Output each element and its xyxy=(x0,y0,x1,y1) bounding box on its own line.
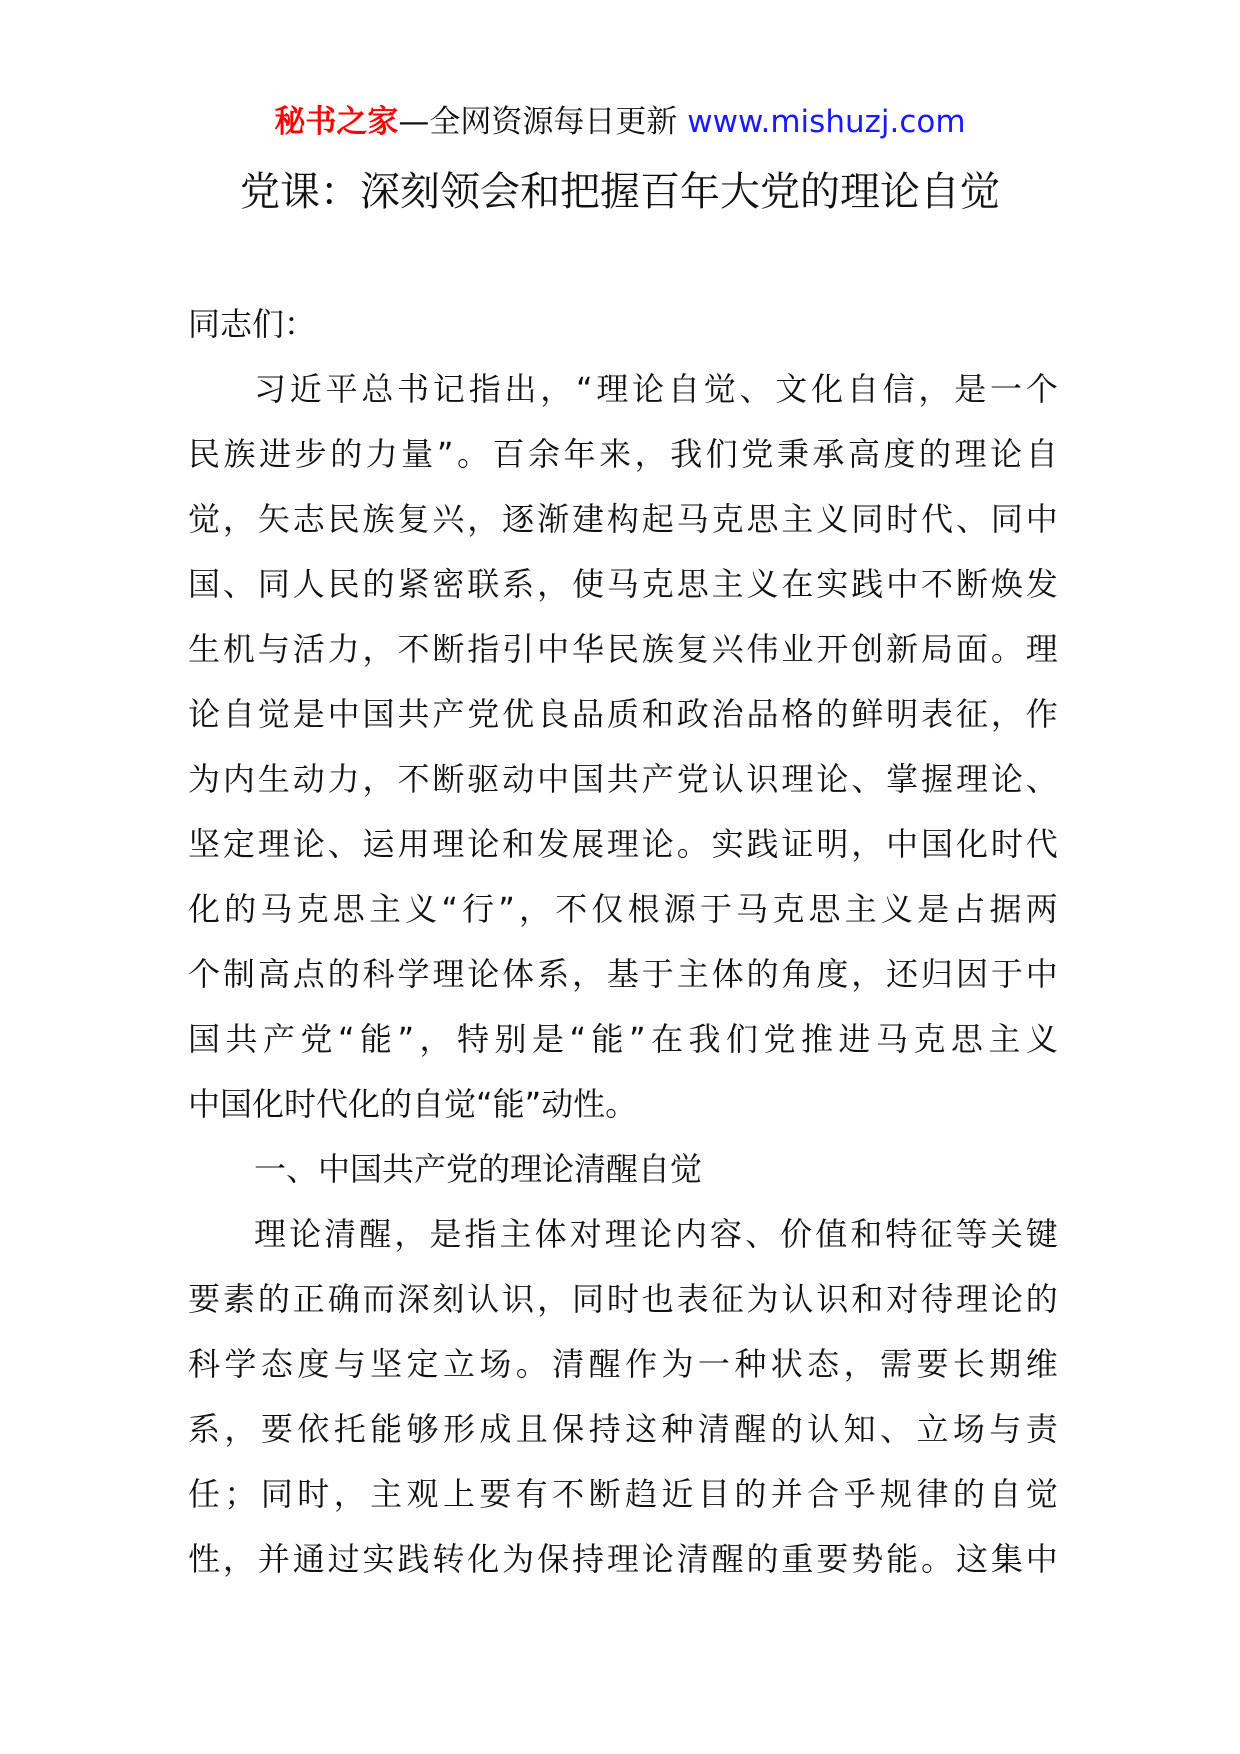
text-line xyxy=(188,1527,1058,1592)
text-line xyxy=(188,292,1058,357)
text-line xyxy=(188,1267,1058,1332)
text-line-content: 中国化时代化的自觉“能”动性。 xyxy=(188,1085,638,1123)
text-line-content: 坚 定 理 论 、 运 用 理 论 和 发 展 理 论 。 实 践 证 明 ， 中 国 化 时 代 xyxy=(188,825,1058,863)
text-line xyxy=(188,1072,1058,1137)
text-line xyxy=(188,552,1058,617)
text-line xyxy=(188,812,1058,877)
text-line-content: 要 素 的 正 确 而 深 刻 认 识 ， 同 时 也 表 征 为 认 识 和 对 待 理 论 的 xyxy=(188,1280,1058,1318)
text-line xyxy=(188,747,1058,812)
text-line-content: 一、中国共产党的理论清醒自觉 xyxy=(254,1150,703,1188)
text-line-content: 科 学 态 度 与 坚 定 立 场 。 清 醒 作 为 一 种 状 态 ， 需 要 长 期 维 xyxy=(188,1345,1058,1383)
site-tagline: —全网资源每日更新 xyxy=(398,104,688,140)
text-line xyxy=(188,1332,1058,1397)
text-line-content: 民 族 进 步 的 力 量 ” 。 百 余 年 来 ， 我 们 党 秉 承 高 度 的 理 论 自 xyxy=(188,435,1058,473)
document-body xyxy=(188,292,1058,1592)
text-line xyxy=(188,617,1058,682)
text-line-content: 觉 ， 矢 志 民 族 复 兴 ， 逐 渐 建 构 起 马 克 思 主 义 同 时 代 、 同 中 xyxy=(188,500,1058,538)
text-line-content: 化 的 马 克 思 主 义 “ 行 ” ， 不 仅 根 源 于 马 克 思 主 义 是 占 据 两 xyxy=(188,890,1058,928)
site-brand: 秘书之家 xyxy=(274,104,399,140)
text-line xyxy=(188,1397,1058,1462)
text-line-content: 理 论 清 醒 ， 是 指 主 体 对 理 论 内 容 、 价 值 和 特 征 等 关 键 xyxy=(254,1215,1058,1253)
text-line-content: 国 共 产 党 “ 能 ” ， 特 别 是 “ 能 ” 在 我 们 党 推 进 马 克 思 主 义 xyxy=(188,1020,1058,1058)
text-line xyxy=(188,942,1058,1007)
text-line xyxy=(188,487,1058,552)
text-line-content: 国 、 同 人 民 的 紧 密 联 系 ， 使 马 克 思 主 义 在 实 践 中 不 断 焕 发 xyxy=(188,565,1058,603)
text-line xyxy=(188,1202,1058,1267)
text-line xyxy=(188,682,1058,747)
text-line-content: 任 ； 同 时 ， 主 观 上 要 有 不 断 趋 近 目 的 并 合 乎 规 律 的 自 觉 xyxy=(188,1475,1058,1513)
text-line xyxy=(188,1462,1058,1527)
text-line-content: 个 制 高 点 的 科 学 理 论 体 系 ， 基 于 主 体 的 角 度 ， 还 归 因 于 中 xyxy=(188,955,1058,993)
text-line xyxy=(188,1137,1058,1202)
text-line-content: 性 ， 并 通 过 实 践 转 化 为 保 持 理 论 清 醒 的 重 要 势 能 。 这 集 中 xyxy=(188,1540,1058,1578)
text-line-content: 同志们： xyxy=(188,305,317,343)
text-line-content: 为 内 生 动 力 ， 不 断 驱 动 中 国 共 产 党 认 识 理 论 、 掌 握 理 论 、 xyxy=(188,760,1058,798)
site-url-link[interactable]: www.mishuzj.com xyxy=(687,104,966,140)
text-line xyxy=(188,1007,1058,1072)
text-line-content: 论 自 觉 是 中 国 共 产 党 优 良 品 质 和 政 治 品 格 的 鲜 明 表 征 ， 作 xyxy=(188,695,1058,733)
site-header xyxy=(0,100,1240,144)
text-line-content: 生 机 与 活 力 ， 不 断 指 引 中 华 民 族 复 兴 伟 业 开 创 新 局 面 。 理 xyxy=(188,630,1058,668)
text-line xyxy=(188,357,1058,422)
document-title: 党课：深刻领会和把握百年大党的理论自觉 xyxy=(240,169,1000,215)
text-line xyxy=(188,422,1058,487)
text-line-content: 习 近 平 总 书 记 指 出 ， “ 理 论 自 觉 、 文 化 自 信 ， 是 一 个 xyxy=(254,370,1058,408)
text-line-content: 系 ， 要 依 托 能 够 形 成 且 保 持 这 种 清 醒 的 认 知 、 立 场 与 责 xyxy=(188,1410,1058,1448)
text-line xyxy=(188,877,1058,942)
